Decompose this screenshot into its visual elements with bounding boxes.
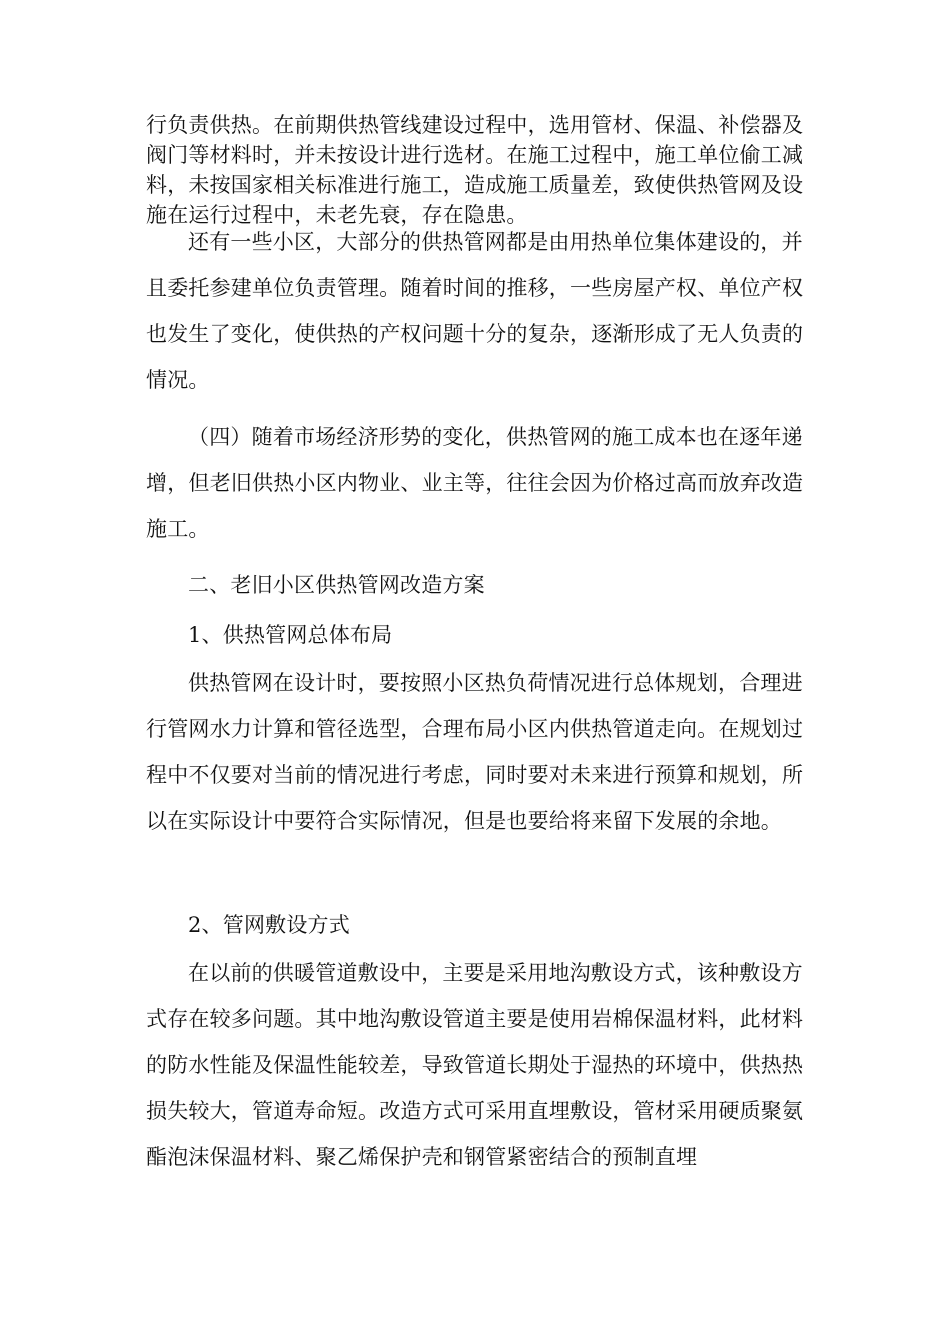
subheading-laying-method: 2、管网敷设方式 bbox=[188, 913, 350, 937]
heading-block-2 bbox=[146, 562, 810, 608]
paragraph-network-design: 供热管网在设计时，要按照小区热负荷情况进行总体规划，合理进行管网水力计算和管径选型，合理布局小区内供热管道走向。在规划过程中不仅要对当前的情况进行考虑，同时要对未来进行预算和规划，所以在实际设计中要符合实际情况，但是也要给将来留下发展的余地。 bbox=[146, 671, 804, 833]
subheading-overall-layout: 1、供热管网总体布局 bbox=[188, 623, 393, 647]
paragraph-block-3 bbox=[146, 414, 810, 552]
paragraph-block-5 bbox=[146, 950, 810, 1180]
paragraph-property-rights: 还有一些小区，大部分的供热管网都是由用热单位集体建设的，并且委托参建单位负责管理。随着时间的推移，一些房屋产权、单位产权也发生了变化，使供热的产权问题十分的复杂，逐渐形成了无人负责的情况。 bbox=[146, 230, 804, 392]
paragraph-block-2 bbox=[146, 219, 810, 403]
paragraph-heating-materials: 行负责供热。在前期供热管线建设过程中，选用管材、保温、补偿器及阀门等材料时，并未按设计进行选材。在施工过程中，施工单位偷工减料，未按国家相关标准进行施工，造成施工质量差，致使供热管网及设施在运行过程中，未老先衰，存在隐患。 bbox=[146, 113, 804, 227]
heading-block-2-2 bbox=[146, 902, 810, 948]
paragraph-cost-increase: （四）随着市场经济形势的变化，供热管网的施工成本也在逐年递增，但老旧供热小区内物业、业主等，往往会因为价格过高而放弃改造施工。 bbox=[146, 425, 804, 541]
paragraph-block-1 bbox=[146, 110, 810, 230]
paragraph-pipe-laying: 在以前的供暖管道敷设中，主要是采用地沟敷设方式，该种敷设方式存在较多问题。其中地沟敷设管道主要是使用岩棉保温材料，此材料的防水性能及保温性能较差，导致管道长期处于湿热的环境中，供热热损失较大，管道寿命短。改造方式可采用直埋敷设，管材采用硬质聚氨酯泡沫保温材料、聚乙烯保护壳和钢管紧密结合的预制直埋 bbox=[146, 961, 804, 1169]
paragraph-block-4 bbox=[146, 660, 810, 844]
heading-block-2-1 bbox=[146, 612, 810, 658]
section-heading-renovation-plan: 二、老旧小区供热管网改造方案 bbox=[188, 573, 485, 597]
